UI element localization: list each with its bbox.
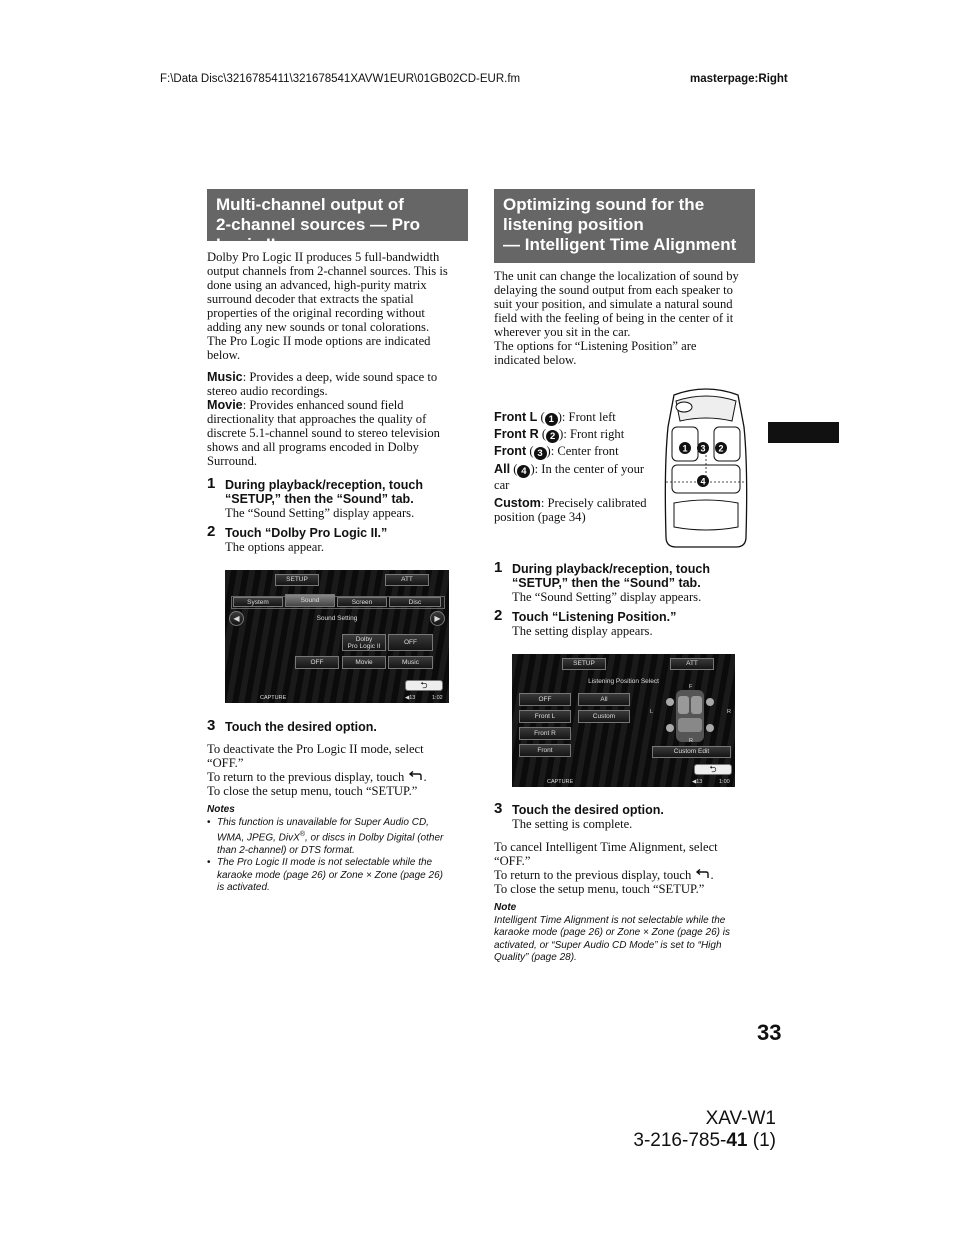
- text-line: delaying the sound output from each speaker to: [494, 283, 733, 297]
- option-text: : Precisely calibrated: [540, 496, 647, 510]
- clock: 1:02: [432, 695, 443, 701]
- text-line: • This function is unavailable for Super Audio CD,: [217, 817, 429, 828]
- text-line: properties of the original recording without: [207, 306, 425, 320]
- att-button[interactable]: ATT: [385, 574, 429, 586]
- section-title-time-alignment: [494, 189, 755, 263]
- text-line: position (page 34): [494, 510, 586, 524]
- screen-heading: Sound Setting: [316, 615, 358, 622]
- marker-1: 1: [545, 413, 558, 426]
- back-icon[interactable]: ⮌: [694, 764, 732, 775]
- text-line: karaoke mode (page 26) or Zone × Zone (page 26) is: [494, 927, 730, 939]
- option-label: Front L: [494, 410, 538, 424]
- after-text: [494, 840, 756, 896]
- note-text: [494, 915, 756, 964]
- tab-screen[interactable]: Screen: [337, 597, 387, 607]
- volume-value: 13: [409, 695, 416, 701]
- step-instruction: Touch “Dolby Pro Logic II.”: [225, 526, 388, 540]
- volume-indicator: ◀13: [692, 779, 703, 785]
- position-off-button[interactable]: OFF: [519, 693, 571, 706]
- left-label: L: [650, 709, 654, 715]
- section-title-pro-logic: [207, 189, 468, 254]
- text-line: To cancel Intelligent Time Alignment, select: [494, 840, 718, 854]
- text-line: surround decoder that extracts the spatial: [207, 292, 414, 306]
- marker-4: 4: [517, 465, 530, 478]
- step-result: The “Sound Setting” display appears.: [512, 590, 702, 604]
- registered-mark: ®: [299, 831, 305, 839]
- step-number: 1: [494, 559, 503, 576]
- text-line: Quality” (page 28).: [494, 951, 577, 963]
- option-text: ): In the center of your: [530, 462, 645, 476]
- marker-2: 2: [546, 430, 559, 443]
- text-line: indicated below.: [494, 353, 577, 367]
- tab-sound[interactable]: Sound: [285, 594, 335, 607]
- text-line: Dolby Pro Logic II produces 5 full-bandwidth: [207, 250, 440, 264]
- dolby-pro-logic-button[interactable]: [342, 634, 386, 651]
- text-line: adding any new sounds or tonal colorations.: [207, 320, 430, 334]
- text-line: discrete 5.1-channel sound to stereo television: [207, 426, 440, 440]
- note-item: [217, 817, 469, 857]
- text-line: field with the feeling of being in the center of it: [494, 311, 734, 325]
- option-label: Front R: [494, 427, 539, 441]
- back-arrow-icon: [407, 771, 423, 782]
- text-line: below.: [207, 348, 241, 362]
- position-custom-button[interactable]: Custom: [578, 710, 630, 723]
- text-line: suit your position, and simulate a natural sound: [494, 297, 733, 311]
- step-result: The “Sound Setting” display appears.: [225, 506, 415, 520]
- paren: (: [537, 410, 545, 424]
- custom-edit-button[interactable]: Custom Edit: [652, 746, 731, 758]
- option-off-button[interactable]: OFF: [295, 656, 339, 669]
- text-line: “SETUP,” then the “Sound” tab.: [225, 492, 414, 506]
- marker-3: 3: [534, 447, 547, 460]
- return-text: To return to the previous display, touch: [207, 770, 405, 784]
- att-button[interactable]: ATT: [670, 658, 714, 670]
- option-label: Custom: [494, 496, 541, 510]
- marker-label: 4: [700, 476, 706, 487]
- text-line: stereo audio recordings.: [207, 384, 328, 398]
- setup-tab[interactable]: SETUP: [562, 658, 606, 670]
- sound-setting-screen: [225, 570, 449, 703]
- text-line: • The Pro Logic II mode is not selectable while the: [217, 857, 433, 869]
- page-number: 33: [757, 1020, 782, 1045]
- capture-label: CAPTURE: [260, 695, 287, 701]
- step-number: 3: [207, 717, 216, 734]
- back-icon[interactable]: ⮌: [405, 680, 443, 691]
- part-code: [633, 1130, 776, 1152]
- text-line: Surround.: [207, 454, 258, 468]
- code-suffix: (1): [747, 1130, 776, 1151]
- step-result: The options appear.: [225, 540, 324, 554]
- chapter-tab: [768, 422, 839, 443]
- option-text: ): Front right: [559, 427, 625, 441]
- tab-disc[interactable]: Disc: [389, 597, 441, 607]
- text-line: During playback/reception, touch: [225, 478, 423, 492]
- position-front-l-button[interactable]: Front L: [519, 710, 571, 723]
- text-line: “SETUP,” then the “Sound” tab.: [512, 576, 701, 590]
- text-part: , or discs in Dolby Digital (other: [304, 832, 444, 844]
- step-instruction: Touch “Listening Position.”: [512, 610, 677, 624]
- option-text: ): Center front: [546, 444, 619, 458]
- notes-heading: Notes: [207, 804, 235, 815]
- paren: (: [526, 444, 534, 458]
- code-bold: 41: [726, 1130, 748, 1151]
- text-line: directionality that approaches the quality of: [207, 412, 427, 426]
- step-number: 2: [494, 607, 503, 624]
- screen-heading: Listening Position Select: [588, 678, 659, 685]
- movie-label: Movie: [207, 398, 243, 412]
- option-label: Front: [494, 444, 527, 458]
- title-line: — Intelligent Time Alignment: [503, 235, 737, 254]
- intro-paragraph: [494, 269, 756, 367]
- text-line: activated, or “Super Audio CD Mode” is set to “High: [494, 939, 722, 951]
- seat-position-graphic: [662, 684, 718, 744]
- paren: (: [510, 462, 518, 476]
- text-line: The Pro Logic II mode options are indicated: [207, 334, 431, 348]
- clock: 1:00: [719, 779, 730, 785]
- step-number: 3: [494, 800, 503, 817]
- text-line: Intelligent Time Alignment is not selectable while the: [494, 915, 726, 926]
- after-text: [207, 742, 469, 798]
- volume-value: 13: [696, 779, 703, 785]
- listening-position-options: [494, 409, 660, 524]
- step-result: The setting is complete.: [512, 817, 633, 831]
- position-front-r-button[interactable]: Front R: [519, 727, 571, 740]
- text-line: “OFF.”: [207, 756, 244, 770]
- text-line: The unit can change the localization of sound by: [494, 269, 739, 283]
- back-arrow-icon: [694, 869, 710, 880]
- position-all-button[interactable]: All: [578, 693, 630, 706]
- right-label: R: [727, 709, 731, 715]
- rear-label: R: [689, 738, 693, 744]
- file-path-header: F:\Data Disc\3216785411\321678541XAVW1EUR\01GB02CD-EUR.fm: [160, 73, 521, 85]
- button-label: Dolby: [355, 636, 373, 643]
- text-punct: .: [710, 868, 714, 882]
- step-result: The setting display appears.: [512, 624, 653, 638]
- model-name: XAV-W1: [705, 1108, 776, 1129]
- note-heading: Note: [494, 902, 517, 913]
- tab-system[interactable]: System: [233, 597, 283, 607]
- masterpage-label: masterpage:Right: [690, 73, 788, 85]
- option-movie-button[interactable]: Movie: [342, 656, 386, 669]
- title-line: Multi-channel output of: [216, 195, 404, 214]
- movie-text: : Provides enhanced sound field: [242, 398, 404, 412]
- text-line: During playback/reception, touch: [512, 562, 710, 576]
- text-line: is activated.: [217, 881, 270, 893]
- note-item: [217, 857, 469, 894]
- dolby-value: OFF: [388, 634, 433, 651]
- marker-label: 3: [700, 443, 706, 454]
- text-punct: .: [423, 770, 427, 784]
- marker-label: 1: [682, 443, 688, 454]
- text-line: shows and all programs encoded in Dolby: [207, 440, 419, 454]
- text-line: To close the setup menu, touch “SETUP.”: [207, 784, 418, 798]
- music-text: : Provides a deep, wide sound space to: [242, 370, 438, 384]
- notes-list: [207, 817, 469, 894]
- title-line: 2-channel sources — Pro Logic II: [216, 215, 421, 254]
- text-line: done using an advanced, high-purity matrix: [207, 278, 427, 292]
- title-line: listening position: [503, 215, 644, 234]
- step-number: 2: [207, 523, 216, 540]
- step-instruction: Touch the desired option.: [225, 720, 377, 734]
- text-part: WMA, JPEG, DivX: [217, 832, 300, 844]
- marker-label: 2: [718, 443, 724, 454]
- text-line: “OFF.”: [494, 854, 531, 868]
- option-text: ): Front left: [557, 410, 616, 424]
- text-line: karaoke mode (page 26) or Zone × Zone (page 26): [217, 869, 443, 881]
- volume-indicator: ◀13: [405, 695, 416, 701]
- step-instruction: [512, 562, 710, 590]
- setup-tab[interactable]: SETUP: [275, 574, 319, 586]
- text-line: car: [494, 478, 510, 492]
- capture-label: CAPTURE: [547, 779, 574, 785]
- listening-position-screen: [512, 654, 735, 787]
- car-seat-diagram: [660, 387, 752, 550]
- code-prefix: 3-216-785-: [633, 1130, 727, 1151]
- option-label: All: [494, 462, 511, 476]
- paren: (: [538, 427, 547, 441]
- text-line: The options for “Listening Position” are: [494, 339, 697, 353]
- text-line: than 2-channel) or DTS format.: [217, 844, 355, 856]
- next-page-icon[interactable]: ▶: [430, 611, 445, 626]
- prev-page-icon[interactable]: ◀: [229, 611, 244, 626]
- text-line: output channels from 2-channel sources. This is: [207, 264, 448, 278]
- title-line: Optimizing sound for the: [503, 195, 705, 214]
- text-line: To close the setup menu, touch “SETUP.”: [494, 882, 705, 896]
- step-instruction: Touch the desired option.: [512, 803, 664, 817]
- return-text: To return to the previous display, touch: [494, 868, 692, 882]
- step-instruction: [225, 478, 423, 506]
- option-music-button[interactable]: Music: [388, 656, 433, 669]
- intro-paragraph: [207, 250, 469, 362]
- front-label: F: [689, 684, 693, 690]
- step-number: 1: [207, 475, 216, 492]
- position-front-button[interactable]: Front: [519, 744, 571, 757]
- text-line: wherever you sit in the car.: [494, 325, 631, 339]
- mode-options: [207, 370, 469, 468]
- music-label: Music: [207, 370, 243, 384]
- button-label: Pro Logic II: [347, 643, 381, 650]
- text-line: To deactivate the Pro Logic II mode, select: [207, 742, 424, 756]
